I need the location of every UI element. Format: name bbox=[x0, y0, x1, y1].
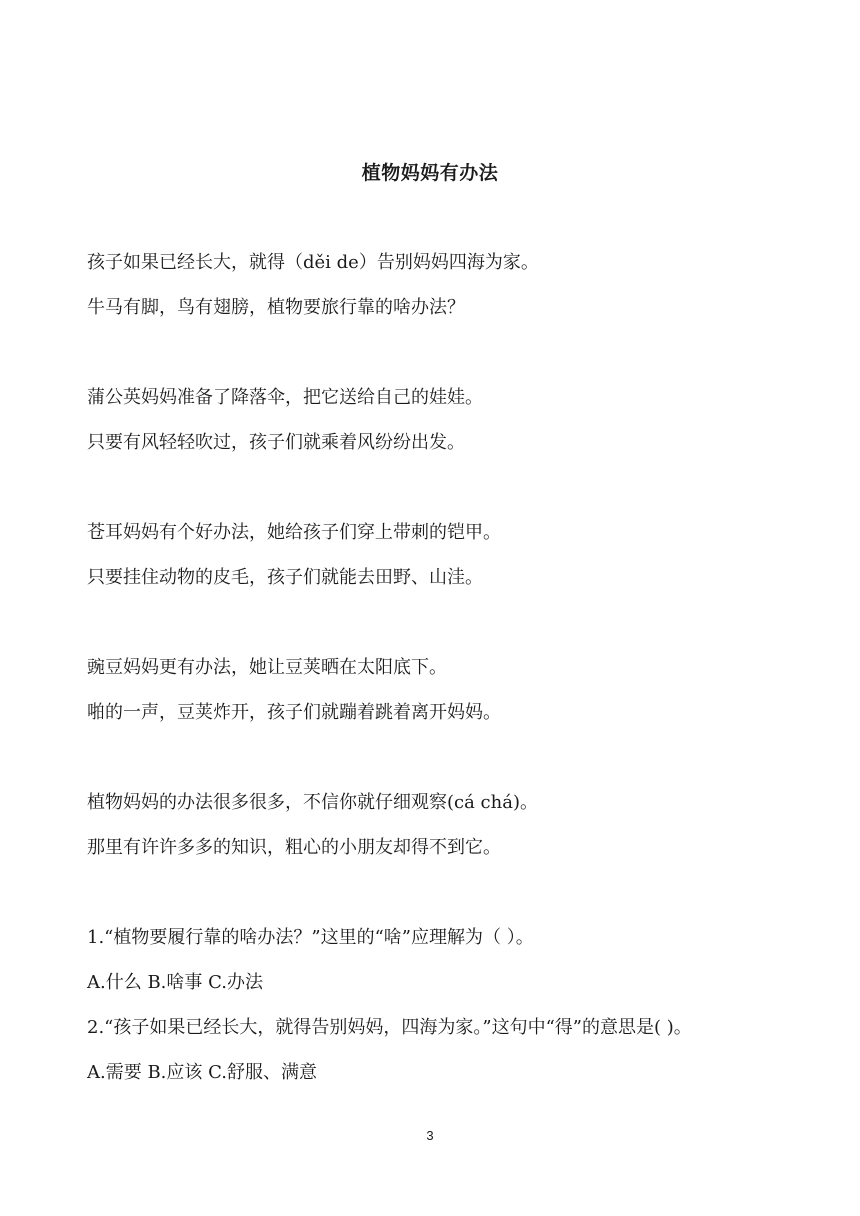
page-number: 3 bbox=[426, 1128, 434, 1143]
poem-line: 植物妈妈的办法很多很多，不信你就仔细观察(cá chá)。 bbox=[87, 792, 538, 813]
poem-line: 啪的一声，豆荚炸开，孩子们就蹦着跳着离开妈妈。 bbox=[87, 702, 501, 723]
poem-line: 孩子如果已经长大，就得（děi de）告别妈妈四海为家。 bbox=[87, 252, 539, 273]
question-options: A.什么 B.啥事 C.办法 bbox=[87, 972, 263, 993]
question-options: A.需要 B.应该 C.舒服、满意 bbox=[87, 1062, 317, 1083]
poem-line: 牛马有脚，鸟有翅膀，植物要旅行靠的啥办法？ bbox=[87, 297, 465, 318]
page-title: 植物妈妈有办法 bbox=[361, 162, 499, 184]
poem-line: 蒲公英妈妈准备了降落伞，把它送给自己的娃娃。 bbox=[87, 387, 483, 408]
question-text: 1.“植物要履行靠的啥办法？”这里的“啥”应理解为（ ）。 bbox=[87, 927, 534, 948]
poem-line: 只要挂住动物的皮毛，孩子们就能去田野、山洼。 bbox=[87, 567, 483, 588]
poem-line: 那里有许许多多的知识，粗心的小朋友却得不到它。 bbox=[87, 837, 501, 858]
poem-line: 豌豆妈妈更有办法，她让豆荚晒在太阳底下。 bbox=[87, 657, 447, 678]
question-text: 2.“孩子如果已经长大，就得告别妈妈，四海为家。”这句中“得”的意思是( )。 bbox=[87, 1017, 692, 1038]
poem-line: 苍耳妈妈有个好办法，她给孩子们穿上带刺的铠甲。 bbox=[87, 522, 501, 543]
poem-line: 只要有风轻轻吹过，孩子们就乘着风纷纷出发。 bbox=[87, 432, 465, 453]
